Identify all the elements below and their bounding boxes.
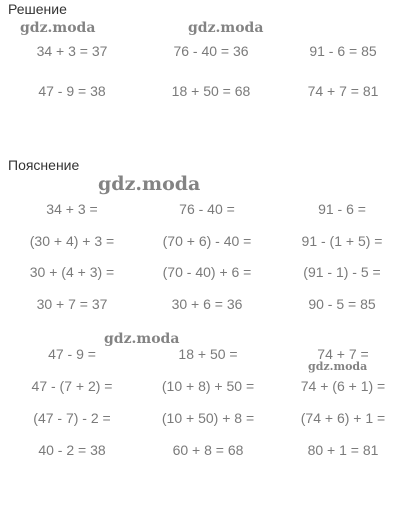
explanation-step: 47 - (7 + 2) = — [31, 378, 113, 394]
explanation-step: 30 + (4 + 3) = — [29, 264, 115, 280]
solution-equation: 91 - 6 = 85 — [309, 43, 377, 59]
explanation-step: 30 + 7 = 37 — [36, 296, 108, 312]
solution-equation: 47 - 9 = 38 — [38, 83, 106, 99]
explanation-step: (74 + 6) + 1 = — [300, 410, 386, 426]
explanation-step: (70 + 6) - 40 = — [162, 233, 252, 249]
explanation-step: (91 - 1) - 5 = — [303, 264, 381, 280]
explanation-step: 74 + (6 + 1) = — [300, 378, 386, 394]
explanation-step: 18 + 50 = — [178, 346, 238, 362]
explanation-step: 80 + 1 = 81 — [307, 442, 379, 458]
explanation-step: 90 - 5 = 85 — [308, 296, 376, 312]
explanation-step: 74 + 7 = — [317, 346, 369, 362]
explanation-step: (10 + 8) + 50 = — [161, 378, 255, 394]
solution-heading: Решение — [8, 1, 67, 17]
explanation-step: 60 + 8 = 68 — [172, 442, 244, 458]
explanation-step: 34 + 3 = — [46, 201, 98, 217]
solution-equation: 76 - 40 = 36 — [173, 43, 249, 59]
solution-equation: 34 + 3 = 37 — [36, 43, 108, 59]
solution-equation: 74 + 7 = 81 — [307, 83, 379, 99]
explanation-heading: Пояснение — [8, 157, 80, 173]
explanation-step: 30 + 6 = 36 — [171, 296, 243, 312]
explanation-step: 47 - 9 = — [48, 346, 96, 362]
explanation-step: (30 + 4) + 3 = — [29, 233, 115, 249]
watermark: gdz.moda — [188, 20, 264, 36]
explanation-step: (10 + 50) + 8 = — [161, 410, 255, 426]
watermark: gdz.moda — [104, 331, 180, 347]
explanation-step: 91 - (1 + 5) = — [301, 233, 383, 249]
explanation-step: (47 - 7) - 2 = — [33, 410, 111, 426]
explanation-step: 40 - 2 = 38 — [38, 442, 106, 458]
watermark: gdz.moda — [308, 360, 368, 373]
watermark: gdz.moda — [20, 20, 96, 36]
explanation-step: 91 - 6 = — [318, 201, 366, 217]
explanation-step: (70 - 40) + 6 = — [162, 264, 252, 280]
solution-equation: 18 + 50 = 68 — [171, 83, 251, 99]
explanation-step: 76 - 40 = — [179, 201, 235, 217]
watermark: gdz.moda — [98, 173, 201, 195]
